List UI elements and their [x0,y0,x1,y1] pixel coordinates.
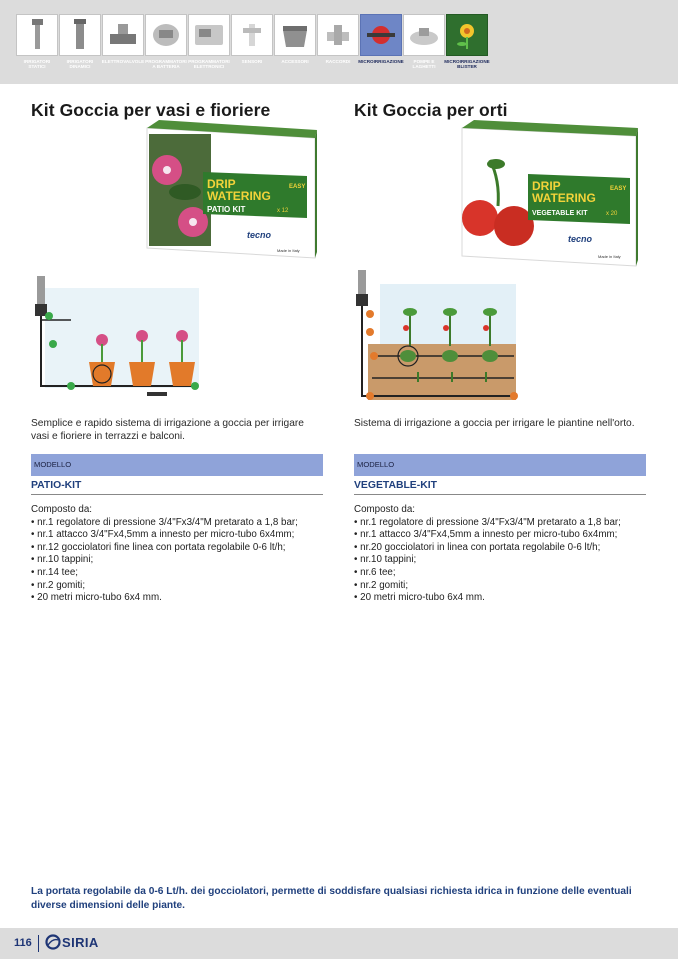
box-count-text: x 12 [277,208,289,214]
footer-note: La portata regolabile da 0-6 Lt/h. dei gocciolatori, permette di soddisfare qualsiasi richiesta idrica in funzione delle eventuali diverse dimensioni delle piante. [31,886,632,911]
composition-item: • nr.1 regolatore di pressione 3/4"Fx3/4"M pretarato a 1,8 bar; [31,517,323,530]
composition-item: • nr.1 regolatore di pressione 3/4"Fx3/4"M pretarato a 1,8 bar; [354,517,646,530]
category-label: IRRIGATORI STATICI [23,59,51,70]
composition-list [354,517,646,605]
category-label: POMPE E LAGHETTI [412,59,436,70]
box-watering-text: WATERING [207,189,271,203]
battery-timer-icon [149,20,183,50]
static-sprinkler-icon [22,17,52,53]
composition-item: • 20 metri micro-tubo 6x4 mm. [31,592,323,605]
category-navigation [0,0,678,84]
solenoid-valve-icon [106,20,140,50]
box-brand-text: tecno [568,234,593,244]
siria-logo [45,934,99,950]
composition-item: • nr.2 gomiti; [31,580,323,593]
category-label: RACCORDI [325,59,351,64]
category-electronic-controllers[interactable] [188,14,230,70]
box-easy-text: EASY [610,186,627,192]
box-drip-text: DRIP [207,177,236,191]
kit-description: Semplice e rapido sistema di irrigazione a goccia per irrigare vasi e fioriere in terrazzi e balconi. [31,418,304,442]
category-micro-irrigation[interactable] [360,14,402,70]
box-count-text: x 20 [606,211,618,217]
category-battery-timers[interactable] [145,14,187,70]
page-number: 116 [14,937,32,949]
box-drip-text: DRIP [532,179,561,193]
box-watering-text: WATERING [532,191,596,205]
box-kit-text: VEGETABLE KIT [532,210,588,217]
composition-title: Composto da: [354,504,415,515]
box-made-text: Made in Italy [598,254,621,259]
composition-item: • nr.14 tee; [31,567,323,580]
pond-pump-icon [407,20,441,50]
composition-list [31,517,323,605]
sensor-icon [237,20,267,50]
model-header-bar: MODELLO [354,454,646,476]
model-header-bar: MODELLO [31,454,323,476]
section-title: Kit Goccia per vasi e fioriere [31,100,271,120]
kit-description: Sistema di irrigazione a goccia per irrigare le piantine nell'orto. [354,418,635,429]
patio-kit-box-image [137,120,317,268]
category-label: SENSORI [241,59,263,64]
box-easy-text: EASY [289,184,306,190]
category-label: PROGRAMMATORI ELETTRONICI [188,59,230,70]
category-fittings[interactable] [317,14,359,70]
category-static-sprinklers[interactable] [16,14,58,70]
composition-item: • nr.1 attacco 3/4"Fx4,5mm a innesto per micro-tubo 6x4mm; [31,529,323,542]
category-label: ELETTROVALVOLE [101,59,145,64]
category-label: IRRIGATORI DINAMICI [66,59,94,70]
category-label: MICROIRRIGAZIONE BLISTER [444,59,490,70]
section-title: Kit Goccia per orti [354,100,508,120]
siria-logo-icon [45,934,61,950]
composition-item: • nr.1 attacco 3/4"Fx4,5mm a innesto per micro-tubo 6x4mm; [354,529,646,542]
fitting-icon [321,20,355,50]
category-solenoid-valves[interactable] [102,14,144,70]
page-footer [0,928,678,959]
category-micro-irrigation-blister[interactable] [446,14,488,70]
composition-item: • nr.6 tee; [354,567,646,580]
vegetable-kit-installation-diagram [354,270,534,412]
valve-box-icon [278,20,312,50]
composition-block [354,504,646,605]
patio-kit-installation-diagram [31,270,211,410]
footer-divider [38,935,39,952]
vegetable-kit-section [354,100,646,604]
category-label: MICROIRRIGAZIONE [358,59,404,64]
box-brand-text: tecno [247,230,272,240]
composition-item: • nr.20 gocciolatori in linea con portata regolabile 0-6 lt/h; [354,542,646,555]
model-name: VEGETABLE-KIT [354,480,646,495]
micro-irrigation-icon [364,20,398,50]
category-pumps-ponds[interactable] [403,14,445,70]
composition-item: • nr.10 tappini; [354,554,646,567]
rotor-sprinkler-icon [65,17,95,53]
box-kit-text: PATIO KIT [207,205,246,214]
composition-item: • nr.10 tappini; [31,554,323,567]
box-made-text: Made in Italy [277,248,300,253]
vegetable-kit-box-image [460,120,640,268]
composition-item: • 20 metri micro-tubo 6x4 mm. [354,592,646,605]
brand-name: SIRIA [62,934,99,950]
category-label: ACCESSORI [281,59,309,64]
composition-block [31,504,323,605]
composition-item: • nr.12 gocciolatori fine linea con portata regolabile 0-6 lt/h; [31,542,323,555]
category-sensors[interactable] [231,14,273,70]
blister-flower-icon [450,18,484,52]
model-name: PATIO-KIT [31,480,323,495]
category-rotor-sprinklers[interactable] [59,14,101,70]
composition-item: • nr.2 gomiti; [354,580,646,593]
category-accessories[interactable] [274,14,316,70]
category-label: PROGRAMMATORI A BATTERIA [145,59,187,70]
composition-title: Composto da: [31,504,92,515]
patio-kit-section [31,100,323,604]
electronic-controller-icon [192,20,226,50]
